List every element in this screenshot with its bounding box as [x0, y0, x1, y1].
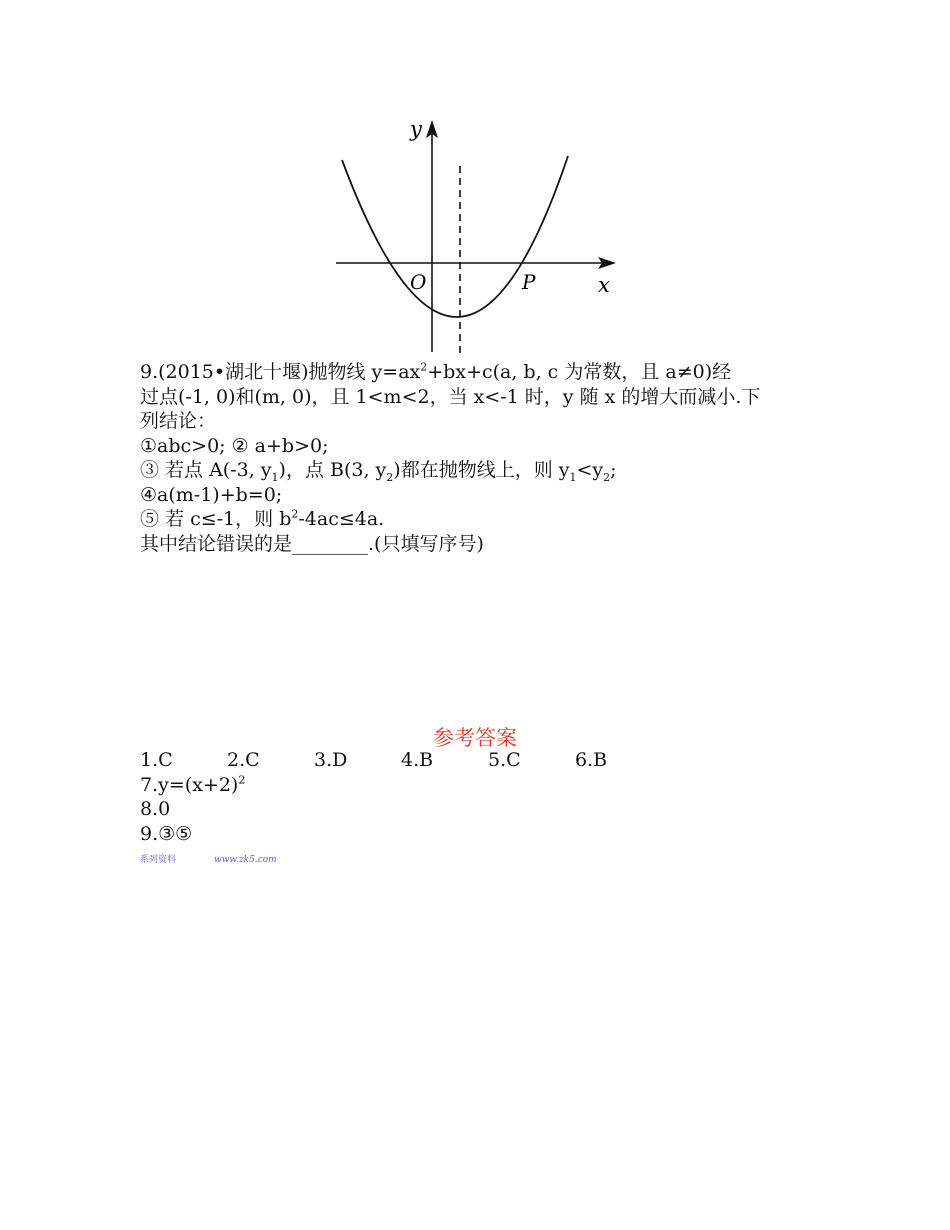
- answers-title: 参考答案: [433, 726, 517, 750]
- point-p-label: P: [522, 270, 536, 294]
- footer-left-text: 系列资料: [140, 855, 177, 865]
- conclusion-3: ③ 若点 A(-3, $y_1$)，点 B(3, $y_2$)都在抛物线上，则 $y_1<y_2$;: [140, 459, 617, 484]
- origin-label: O: [410, 270, 427, 294]
- answer-9: 9.③⑤: [140, 822, 193, 845]
- question-prompt: 其中结论错误的是________.(只填写序号): [140, 532, 484, 555]
- answer-4: 4.B: [401, 749, 434, 771]
- conclusion-4: ④a(m-1)+b=0;: [140, 483, 283, 506]
- answer-7: $7.y=(x+2)^2$: [140, 773, 246, 796]
- answer-1: 1.C: [140, 749, 173, 771]
- multiple-choice-answers: [140, 748, 662, 773]
- question-line-1: 9.(2015•湖北十堰)抛物线 $y=ax^2+bx+c(a$, b, c 为常数，且 a≠0)经: [140, 360, 732, 383]
- answer-3: 3.D: [314, 749, 348, 771]
- question-9: [140, 360, 820, 556]
- footer-watermark: [140, 852, 277, 865]
- answer-2: 2.C: [227, 749, 260, 771]
- question-line-2: 过点(-1, 0)和(m, 0)，且 1<m<2，当 x<-1 时，y 随 x 的增大而减小.下: [140, 385, 761, 408]
- conclusion-5: ⑤ 若 c≤-1，则 $b^2-4ac\le 4a$.: [140, 507, 385, 530]
- x-axis-label: x: [598, 273, 610, 297]
- answer-8: 8.0: [140, 798, 171, 820]
- answer-5: 5.C: [488, 749, 521, 771]
- answer-6: 6.B: [575, 749, 608, 771]
- parabola-graph: [330, 112, 620, 358]
- parabola-figure: [330, 112, 620, 358]
- y-axis-label: y: [410, 117, 422, 141]
- footer-site-link[interactable]: www.zk5.com: [214, 855, 277, 865]
- question-line-3: 列结论：: [140, 410, 217, 432]
- conclusion-1-2: ①abc>0; ② a+b>0;: [140, 434, 329, 457]
- answer-key: [140, 748, 662, 846]
